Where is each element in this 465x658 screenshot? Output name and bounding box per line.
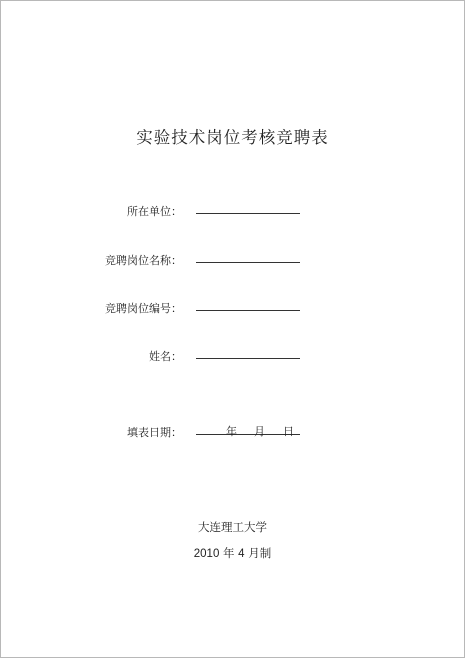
unit-label: 所在单位：: [127, 205, 182, 218]
date-year-text: 年: [226, 425, 237, 438]
document-title: 实验技术岗位考核竞聘表: [136, 128, 329, 147]
post-code-label: 竞聘岗位编号：: [105, 302, 182, 315]
made-year: 2010: [193, 548, 220, 560]
name-blank-line: [196, 358, 300, 359]
name-label: 姓名：: [149, 350, 182, 363]
date-label: 填表日期：: [127, 426, 182, 439]
post-name-label: 竞聘岗位名称：: [105, 254, 182, 267]
made-month: 4: [238, 548, 245, 560]
made-year-suffix: 年: [219, 546, 239, 560]
date-day-text: 日: [283, 425, 294, 438]
made-month-suffix: 月制: [244, 546, 272, 560]
post-name-blank-line: [196, 262, 300, 263]
organization-name: 大连理工大学: [198, 520, 267, 534]
post-code-blank-line: [196, 310, 300, 311]
made-date: [0, 545, 465, 561]
date-month-text: 月: [254, 425, 265, 438]
unit-blank-line: [196, 213, 300, 214]
